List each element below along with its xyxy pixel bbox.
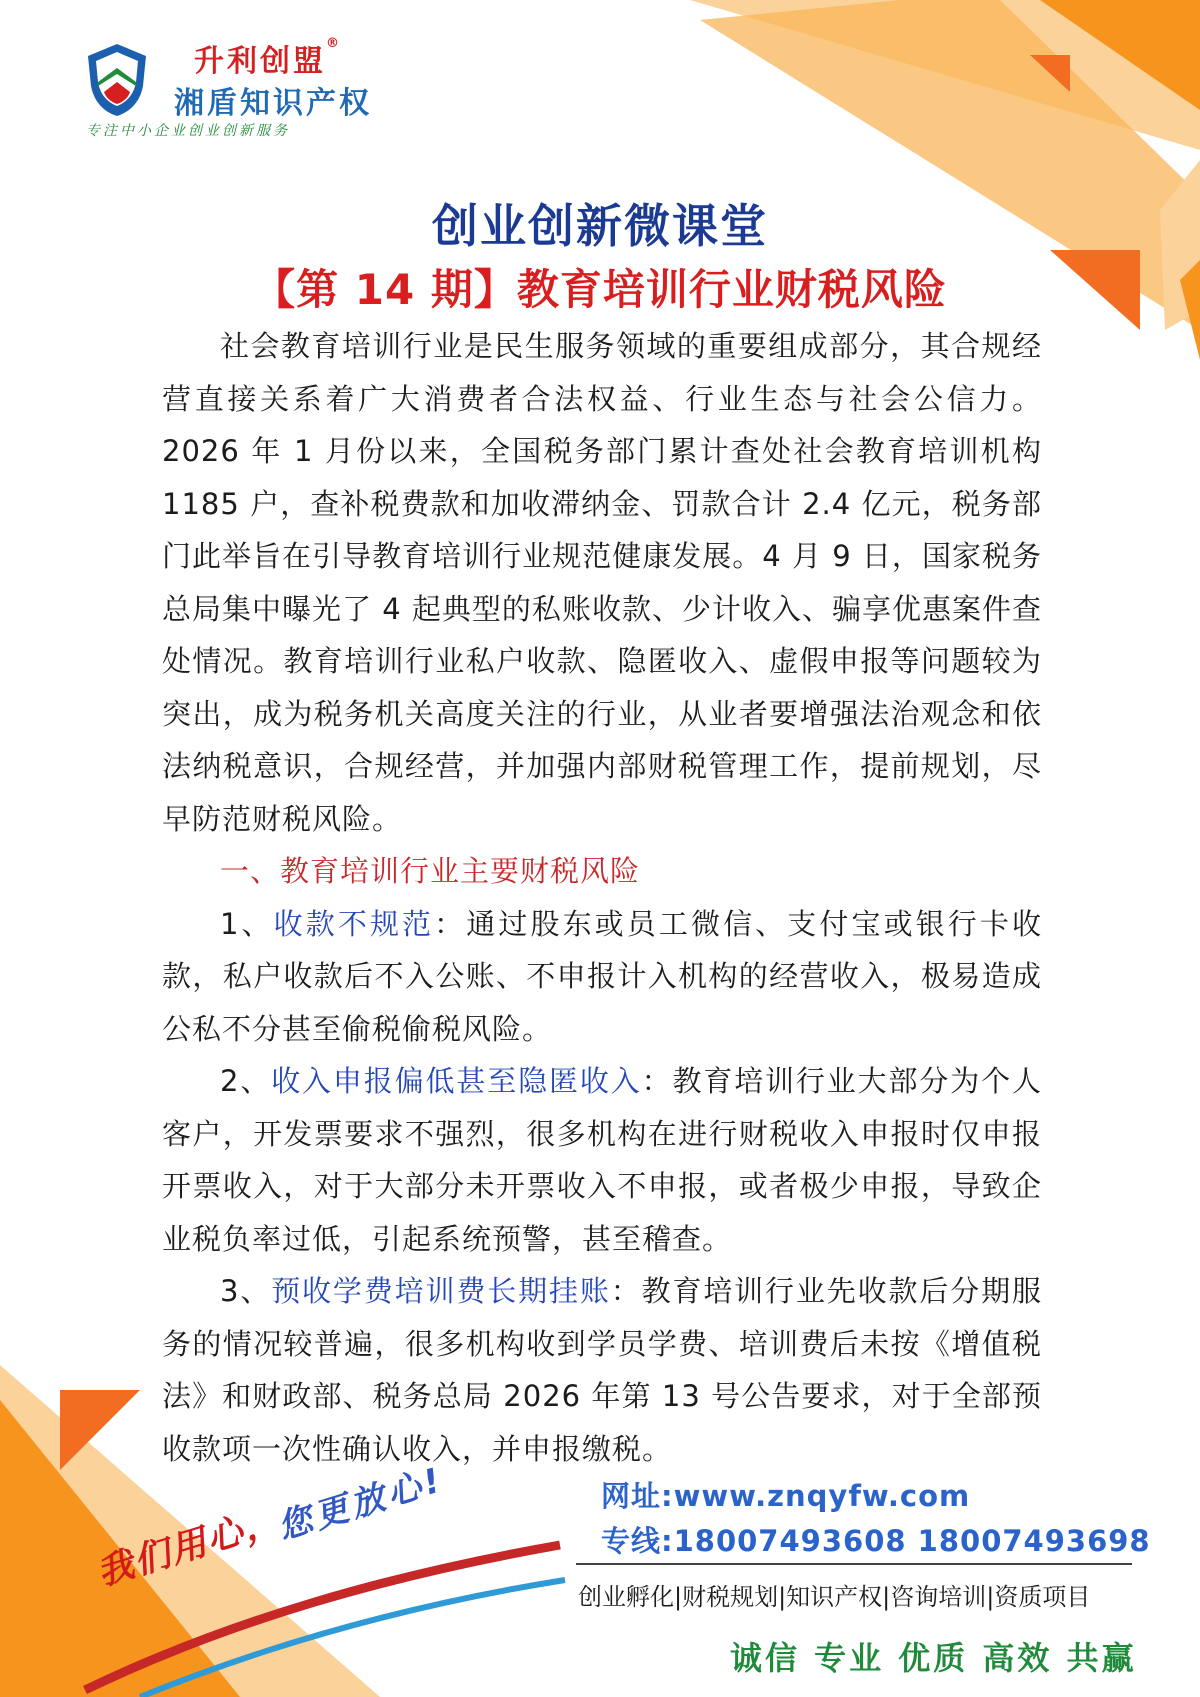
item-text: ：通过股东或员工微信、支付宝或银行卡收款，私户收款后不入公账、不申报计入机构的经营收入，极易造成公私不分甚至偷税偷税风险。	[162, 906, 1042, 1046]
item-term: 预收学费培训费长期挂账	[271, 1274, 611, 1308]
section-heading: 一、教育培训行业主要财税风险	[220, 854, 641, 888]
article-body	[162, 320, 1042, 1475]
footer-website[interactable]: 网址:www.znqyfw.com	[601, 1479, 971, 1513]
page-title: 创业创新微课堂	[432, 199, 768, 253]
logo-brand-text: 升利创盟	[194, 44, 326, 79]
list-item	[162, 898, 1042, 1056]
logo-slogan: 专注中小企业创业创新服务	[86, 123, 290, 139]
intro-paragraph: 社会教育培训行业是民生服务领域的重要组成部分，其合规经营直接关系着广大消费者合法权益、行业生态与社会公信力。2026 年 1 月份以来，全国税务部门累计查处社会教育培训机构 1185 户，查补税费款和加收滞纳金、罚款合计 2.4 亿元，税务部门此举旨在引导教育培训行业规范健康发展。4 月 9 日，国家税务总局集中曝光了 4 起典型的私账收款、少计收入、骗享优惠案件查处情况。教育培训行业私户收款、隐匿收入、虚假申报等问题较为突出，成为税务机关高度关注的行业，从业者要增强法治观念和依法纳税意识，合规经营，并加强内部财税管理工作，提前规划，尽早防范财税风险。	[162, 329, 1042, 836]
footer-services: 创业孵化|财税规划|知识产权|咨询培训|资质项目	[578, 1583, 1091, 1611]
item-term: 收入申报偏低甚至隐匿收入	[271, 1064, 642, 1098]
footer-slogan-part1: 我们用心，	[92, 1499, 287, 1595]
logo-company-name: 湘盾知识产权	[174, 86, 372, 121]
logo-brand	[194, 36, 342, 80]
list-item	[162, 1055, 1042, 1265]
registered-mark: ®	[326, 36, 342, 51]
footer-slogan-part2: 您更放心!	[273, 1459, 449, 1549]
item-term: 收款不规范	[273, 906, 435, 941]
item-number: 1、	[220, 906, 274, 941]
company-logo	[86, 34, 386, 144]
list-item	[162, 1265, 1042, 1475]
item-text: ：教育培训行业先收款后分期服务的情况较普遍，很多机构收到学员学费、培训费后未按《增值税法》和财政部、税务总局 2026 年第 13 号公告要求，对于全部预收款项一次性确认收入，并申报缴税。	[162, 1274, 1042, 1466]
item-text: ：教育培训行业大部分为个人客户，开发票要求不强烈，很多机构在进行财税收入申报时仅申报开票收入，对于大部分未开票收入不申报，或者极少申报，导致企业税负率过低，引起系统预警，甚至稽查。	[162, 1064, 1042, 1256]
item-number: 3、	[220, 1274, 272, 1308]
footer-values: 诚信 专业 优质 高效 共赢	[730, 1639, 1137, 1677]
footer-hotline[interactable]: 专线:18007493608 18007493698	[601, 1524, 1151, 1558]
shield-icon	[86, 42, 148, 118]
page-subtitle: 【第 14 期】教育培训行业财税风险	[253, 265, 947, 314]
footer-divider	[576, 1563, 1132, 1565]
item-number: 2、	[220, 1064, 272, 1098]
